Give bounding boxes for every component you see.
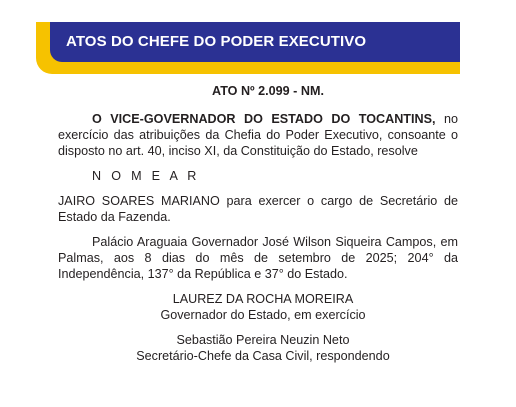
signature-name: Sebastião Pereira Neuzin Neto: [176, 333, 350, 347]
act-action: N O M E A R: [92, 169, 200, 183]
act-nomination: JAIRO SOARES MARIANO para exercer o cargo de Secretário de Estado da Fazenda.: [58, 194, 458, 224]
act-number: ATO Nº 2.099 - NM.: [212, 84, 324, 98]
act-document: [58, 83, 458, 373]
signature-governor: [58, 291, 458, 323]
preamble-authority: O VICE-GOVERNADOR DO ESTADO DO TOCANTINS,: [92, 112, 436, 126]
act-place-date: Palácio Araguaia Governador José Wilson Siqueira Campos, em Palmas, aos 8 dias do mês de setembro de 2025; 204° da Independência, 137° da República e 37° do Estado.: [58, 235, 458, 281]
signature-name: LAUREZ DA ROCHA MOREIRA: [172, 292, 354, 306]
signature-role: Governador do Estado, em exercício: [160, 308, 366, 322]
signature-role: Secretário-Chefe da Casa Civil, respondendo: [136, 349, 390, 363]
banner-title: ATOS DO CHEFE DO PODER EXECUTIVO: [66, 33, 367, 50]
signature-secretary: [58, 332, 458, 364]
preamble-text: no exercício das atribuições da Chefia do Poder Executivo, consoante o disposto no art. 40, inciso XI, da Constituição do Estado, resolve: [58, 112, 458, 158]
act-preamble: [58, 111, 458, 159]
section-banner: [0, 0, 516, 80]
